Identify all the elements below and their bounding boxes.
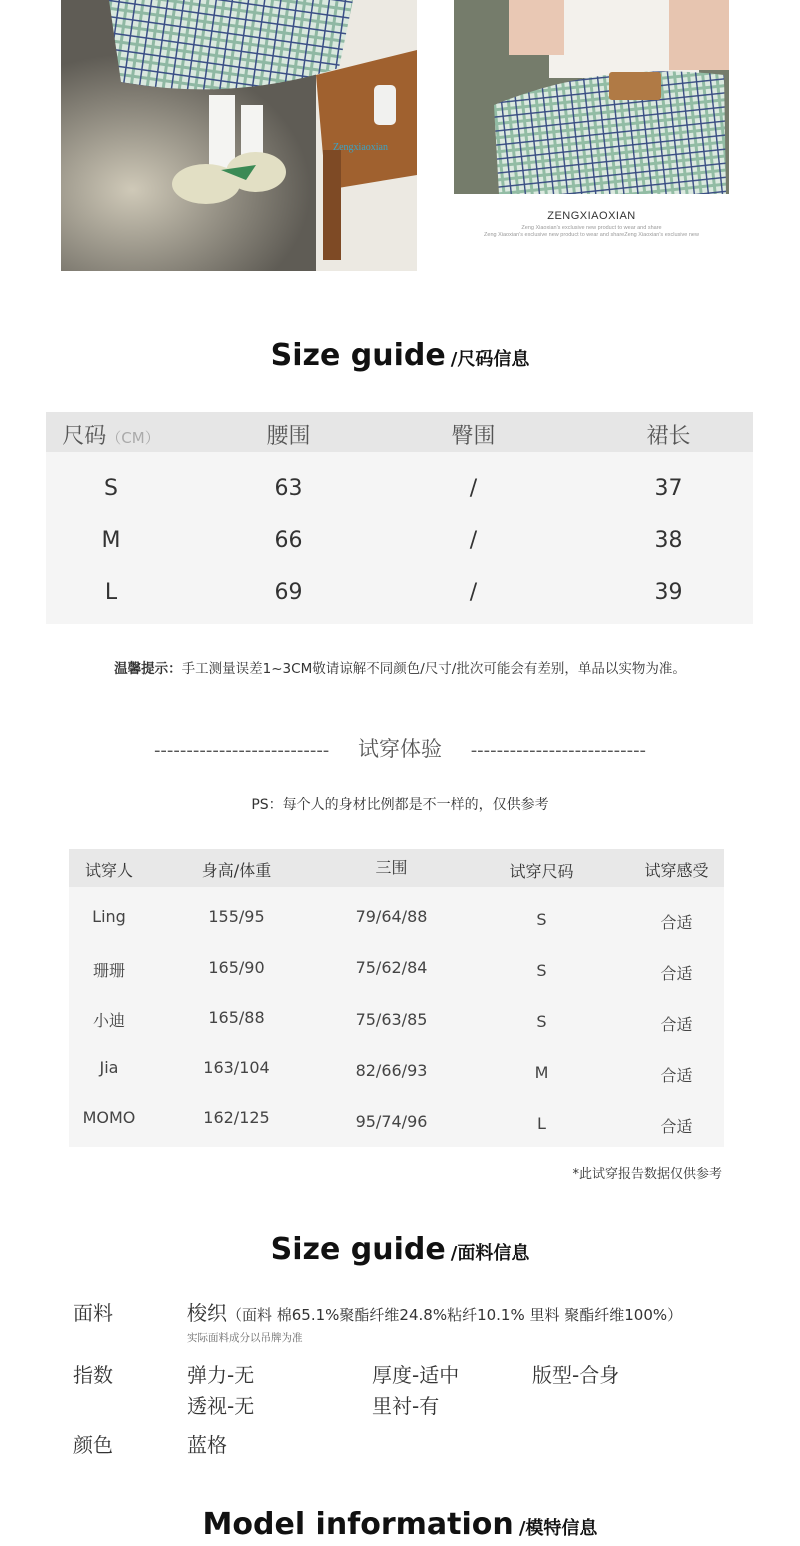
product-photo-left: [61, 0, 417, 271]
header-hip: 臀围: [451, 424, 496, 449]
hip-value: /: [469, 476, 478, 501]
measurements-value: 95/74/96: [355, 1112, 428, 1131]
height-weight-value: 165/88: [208, 1008, 265, 1027]
length-value: 39: [654, 580, 683, 605]
brand-tagline-1: Zeng Xiaoxian's exclusive new product to wear and share: [521, 225, 662, 231]
size-guide-title: [0, 338, 800, 373]
header-feeling: 试穿感受: [644, 861, 709, 880]
trial-size-value: S: [536, 910, 547, 929]
header-length: 裙长: [646, 424, 691, 449]
hip-value: /: [469, 528, 478, 553]
measurement-note: [0, 657, 800, 677]
index-label: 指数: [73, 1363, 113, 1387]
height-weight-value: 163/104: [203, 1058, 270, 1077]
fabric-title: [0, 1232, 800, 1267]
header-measurements: 三围: [375, 858, 408, 877]
header-waist: 腰围: [266, 424, 311, 449]
measurements-value: 75/63/85: [355, 1010, 428, 1029]
waist-value: 66: [274, 528, 303, 553]
feeling-value: 合适: [660, 964, 693, 983]
photo-left-illustration: [61, 0, 417, 271]
model-title: [0, 1507, 800, 1542]
length-value: 37: [654, 476, 683, 501]
trial-size-value: M: [534, 1063, 549, 1082]
brand-name: ZENGXIAOXIAN: [547, 210, 636, 222]
header-size-unit: （CM）: [106, 429, 160, 447]
feeling-value: 合适: [660, 1117, 693, 1136]
measurements-value: 79/64/88: [355, 907, 428, 926]
size-value: M: [101, 528, 121, 553]
trial-title: [0, 733, 800, 763]
header-height-weight: 身高/体重: [201, 861, 272, 880]
brand-caption: [454, 210, 729, 238]
waist-value: 63: [274, 476, 303, 501]
transparency-value: 透视-无: [187, 1394, 255, 1418]
size-value: S: [104, 476, 118, 501]
brand-tagline-2: Zeng Xiaoxian's exclusive new product to wear and shareZeng Xiaoxian's exclusive new: [484, 232, 699, 238]
height-weight-value: 165/90: [208, 958, 265, 977]
trial-table: [69, 849, 724, 1147]
trial-table-header: [69, 849, 724, 887]
fit-value: 版型-合身: [532, 1363, 620, 1387]
header-size: [46, 419, 176, 450]
photo-watermark: Zengxiaoxian: [333, 142, 388, 153]
color-value: 蓝格: [187, 1433, 227, 1457]
size-table: [46, 412, 753, 624]
model-title-cn: /模特信息: [518, 1518, 598, 1539]
feeling-value: 合适: [660, 913, 693, 932]
header-person: 试穿人: [84, 861, 133, 880]
feeling-value: 合适: [660, 1066, 693, 1085]
trial-size-value: S: [536, 961, 547, 980]
height-weight-value: 162/125: [203, 1108, 270, 1127]
color-label: 颜色: [73, 1433, 113, 1457]
material-value: [187, 1297, 682, 1326]
material-main: 梭织: [187, 1301, 227, 1325]
waist-value: 69: [274, 580, 303, 605]
trial-size-value: S: [536, 1012, 547, 1031]
feeling-value: 合适: [660, 1015, 693, 1034]
fabric-title-en: Size guide: [270, 1232, 446, 1267]
model-title-en: Model information: [202, 1507, 514, 1542]
elasticity-value: 弹力-无: [187, 1363, 255, 1387]
trial-title-text: 试穿体验: [358, 737, 442, 761]
person-name: MOMO: [82, 1108, 136, 1127]
measurements-value: 75/62/84: [355, 958, 428, 977]
trial-ps-note: PS：每个人的身材比例都是不一样的，仅供参考: [251, 797, 549, 813]
fabric-title-cn: /面料信息: [450, 1243, 530, 1264]
size-guide-title-cn: /尺码信息: [450, 349, 530, 370]
material-sub-note: 实际面料成分以吊牌为准: [187, 1332, 303, 1344]
note-text: 手工测量误差1~3CM敬请谅解不同颜色/尺寸/批次可能会有差别，单品以实物为准。: [181, 661, 686, 677]
size-guide-title-en: Size guide: [270, 338, 446, 373]
photo-right-illustration: [454, 0, 729, 194]
header-size-label: 尺码: [62, 424, 107, 449]
note-label: 温馨提示：: [114, 661, 182, 677]
length-value: 38: [654, 528, 683, 553]
product-photo-right: [454, 0, 729, 194]
person-name: Jia: [99, 1058, 119, 1077]
material-detail: （面料 棉65.1%聚酯纤维24.8%粘纤10.1% 里料 聚酯纤维100%）: [227, 1306, 683, 1324]
hip-value: /: [469, 580, 478, 605]
height-weight-value: 155/95: [208, 907, 265, 926]
material-label: 面料: [73, 1301, 113, 1325]
trial-size-value: L: [537, 1114, 546, 1133]
size-table-header: [46, 412, 753, 452]
dash-left: ---------------------------: [153, 740, 330, 761]
dash-right: ---------------------------: [470, 740, 647, 761]
trial-footnote: *此试穿报告数据仅供参考: [572, 1167, 722, 1182]
lining-value: 里衬-有: [372, 1394, 440, 1418]
header-trial-size: 试穿尺码: [509, 862, 574, 881]
size-value: L: [104, 580, 118, 605]
person-name: Ling: [92, 907, 126, 926]
measurements-value: 82/66/93: [355, 1061, 428, 1080]
person-name: 珊珊: [92, 961, 125, 980]
thickness-value: 厚度-适中: [372, 1363, 460, 1387]
person-name: 小迪: [92, 1011, 125, 1030]
